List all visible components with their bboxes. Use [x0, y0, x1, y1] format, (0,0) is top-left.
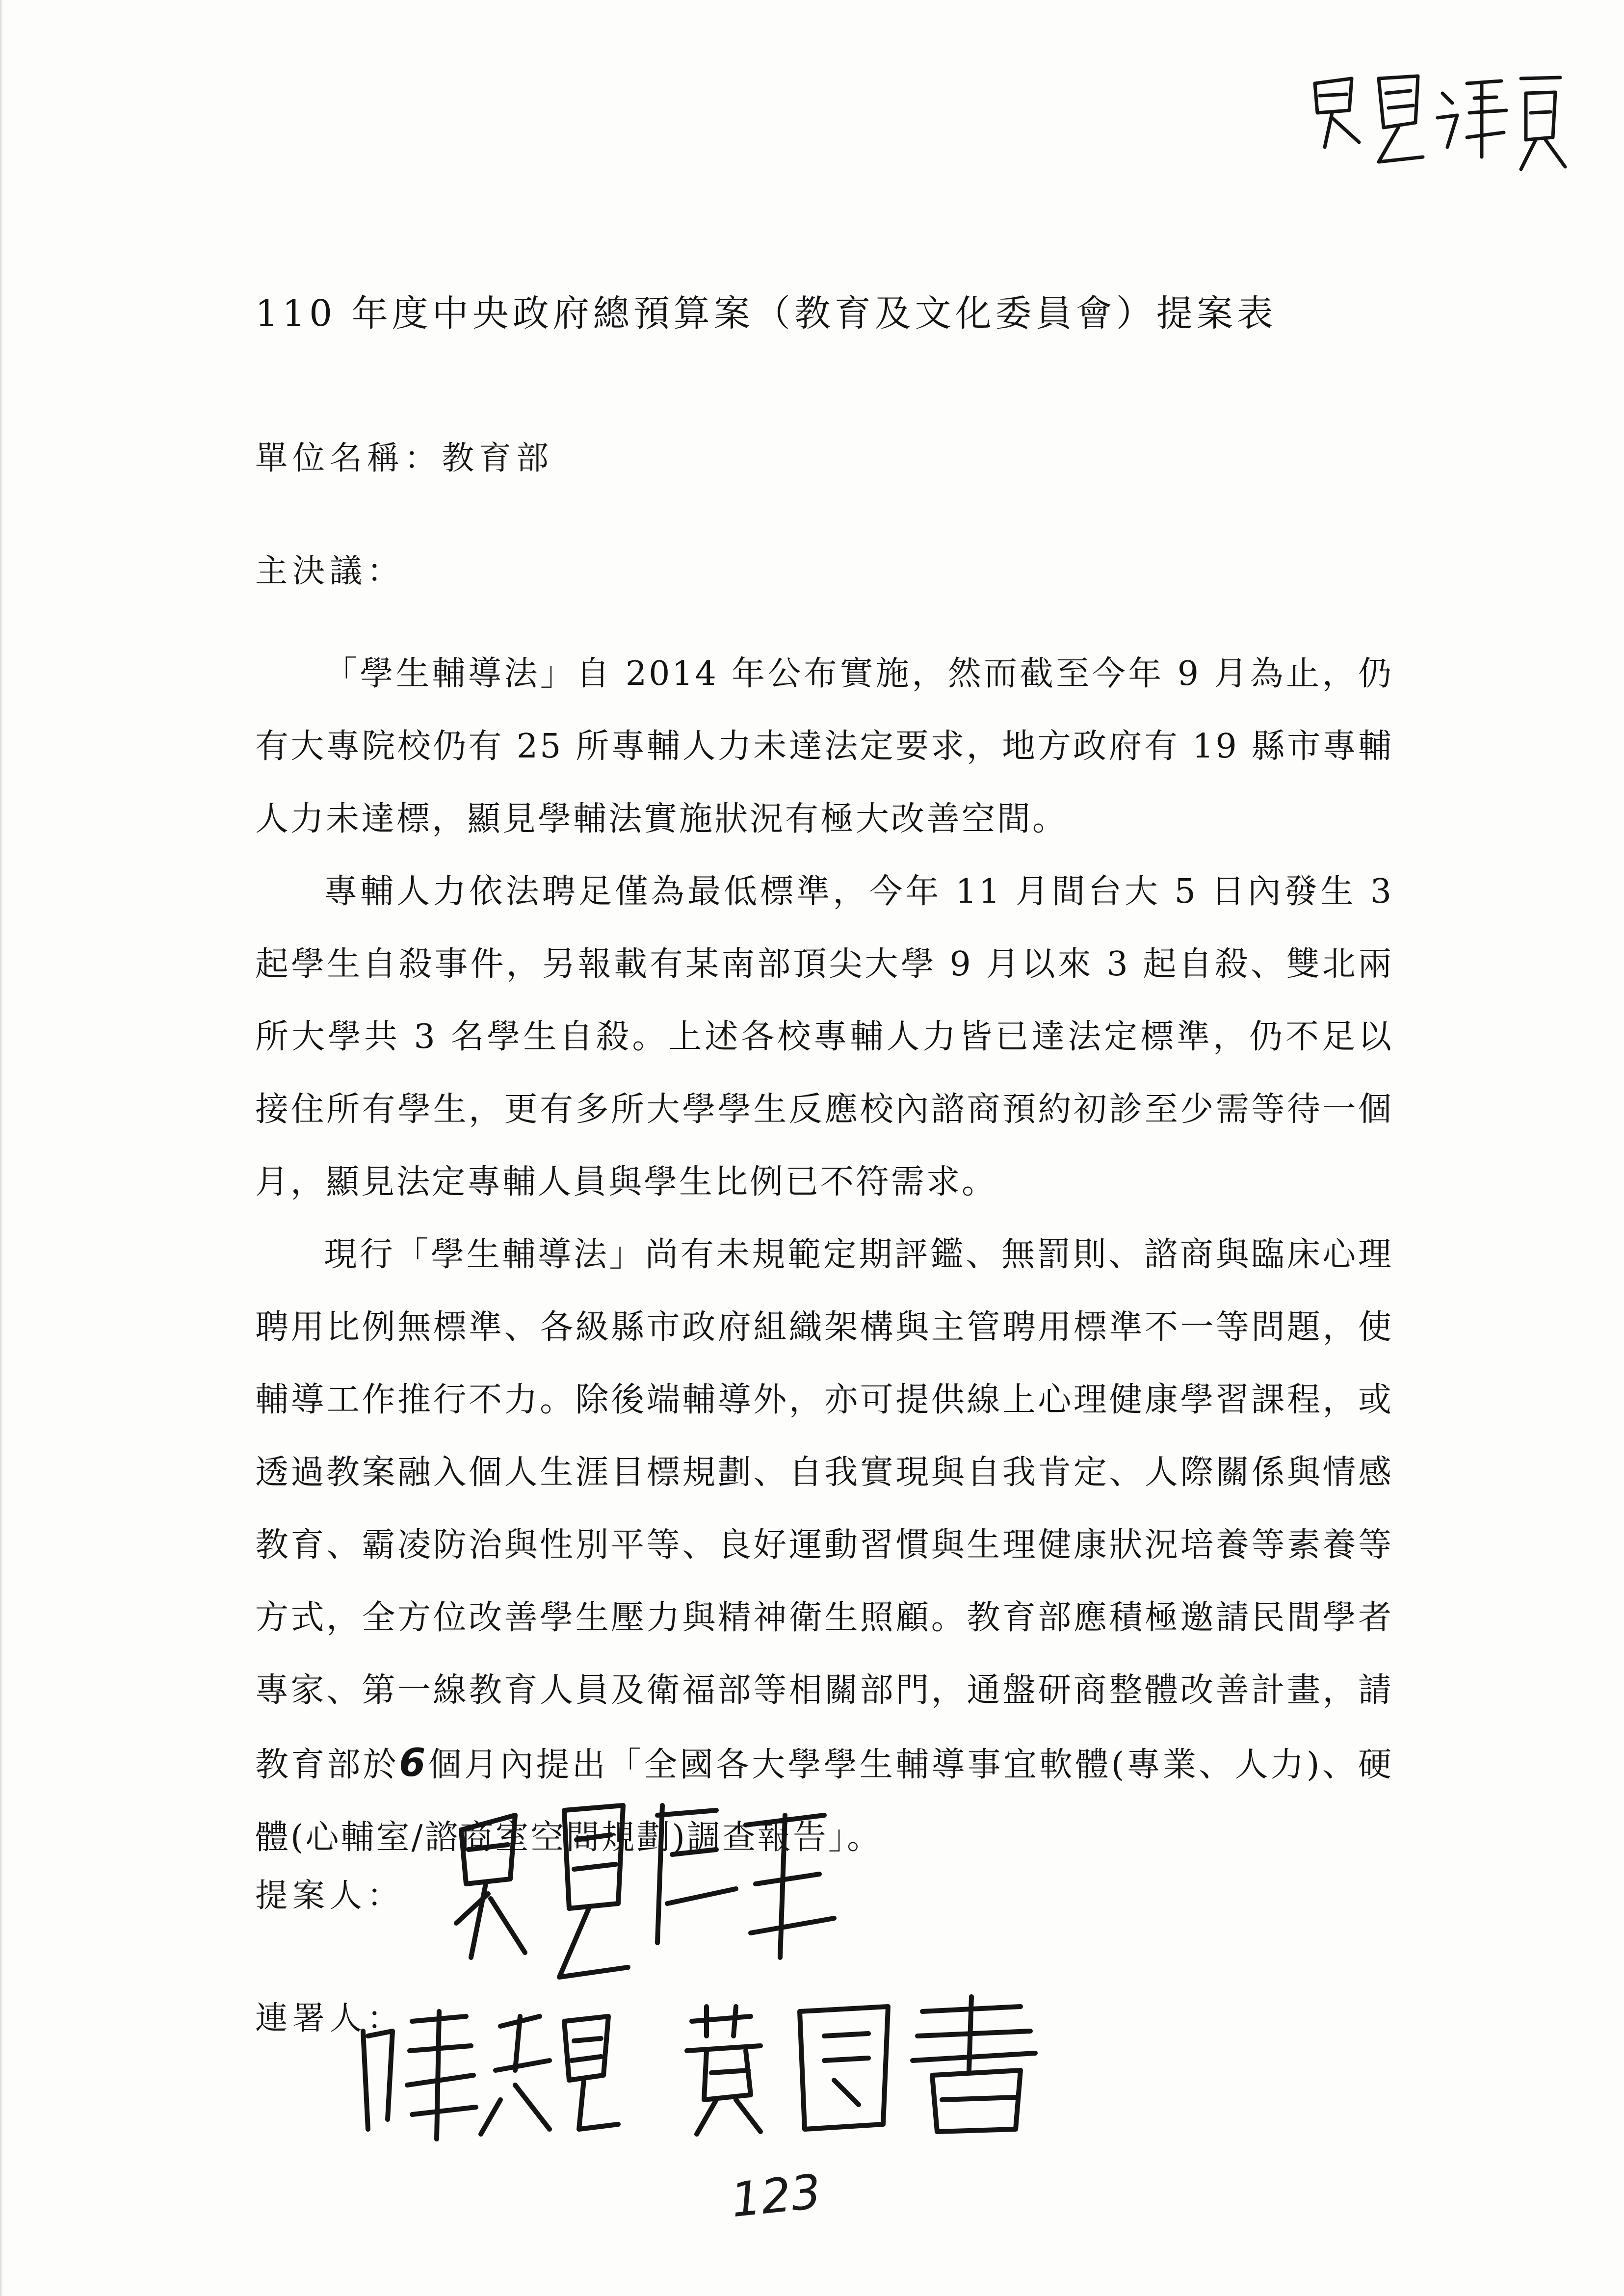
proposer-label: 提案人： — [255, 1877, 404, 1914]
cosigner-signature-2 — [677, 1992, 1050, 2139]
cosigner-label: 連署人： — [255, 1999, 404, 2037]
handwritten-month-count: 6 — [399, 1741, 428, 1785]
paragraph-3 — [255, 1219, 1393, 1874]
paragraph-2: 專輔人力依法聘足僅為最低標準，今年 11 月間台大 5 日內發生 3 起學生自殺事件，另報載有某南部頂尖大學 9 月以來 3 起自殺、雙北兩所大學共 3 名學生自殺。上述各校專輔人力皆已達法定標準，仍不足以接住所有學生，更有多所大學學生反應校內諮商預約初診至少需等待一個月，顯見法定專輔人員與學生比例已不符需求。 — [255, 872, 1393, 1201]
scan-edge-left — [0, 0, 3, 2296]
resolution-body — [255, 638, 1393, 1874]
corner-annotation-handwriting — [1305, 64, 1580, 182]
proposer-signature — [442, 1796, 844, 2002]
main-resolution-label: 主決議： — [255, 552, 404, 590]
paragraph-3-part-1: 現行「學生輔導法」尚有未規範定期評鑑、無罰則、諮商與臨床心理聘用比例無標準、各級縣市政府組織架構與主管聘用標準不一等問題，使輔導工作推行不力。除後端輔導外，亦可提供線上心理健康學習課程，或透過教案融入個人生涯目標規劃、自我實現與自我肯定、人際關係與情感教育、霸凌防治與性別平等、良好運動習慣與生理健康狀況培養等素養等方式，全方位改善學生壓力與精神衛生照顧。教育部應積極邀請民間學者專家、第一線教育人員及衛福部等相關部門，通盤研商整體改善計畫，請教育部於 — [255, 1235, 1393, 1784]
document-title: 110 年度中央政府總預算案（教育及文化委員會）提案表 — [255, 292, 1277, 335]
page-number: 123 — [728, 2164, 824, 2228]
unit-name-label: 單位名稱：教育部 — [255, 439, 553, 477]
paragraph-3-part-2: 個月內提出「全國各大學學生輔導事宜軟體(專業、人力)、硬體(心輔室/諮商室空間規劃)調查報告」。 — [255, 1746, 1393, 1857]
paragraph-1: 「學生輔導法」自 2014 年公布實施，然而截至今年 9 月為止，仍有大專院校仍有 25 所專輔人力未達法定要求，地方政府有 19 縣市專輔人力未達標，顯見學輔法實施狀況有極大改善空間。 — [255, 654, 1393, 838]
cosigner-signature-1 — [353, 2002, 628, 2149]
